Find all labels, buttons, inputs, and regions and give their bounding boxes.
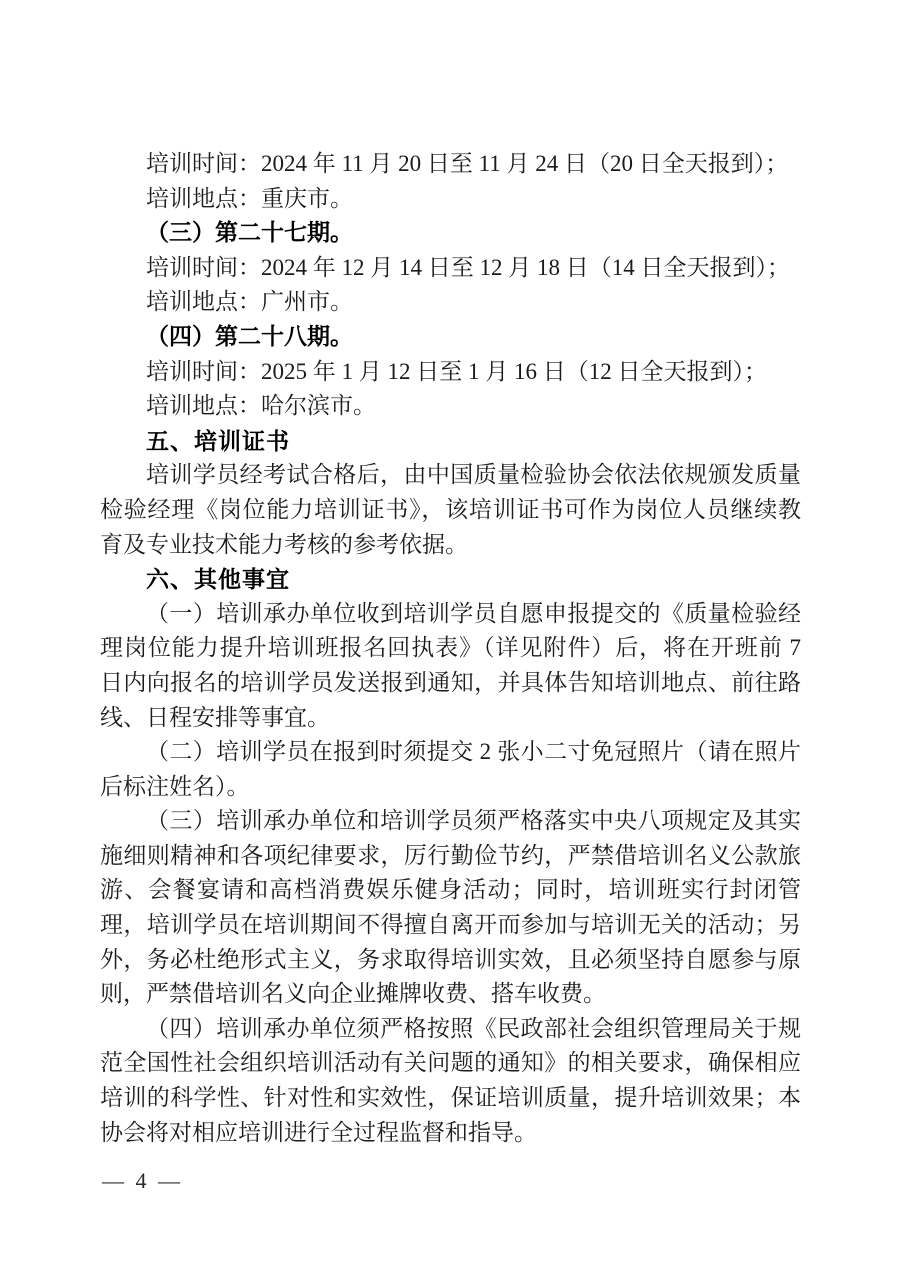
page-number: — 4 — bbox=[102, 1168, 183, 1193]
paragraph: （二）培训学员在报到时须提交 2 张小二寸免冠照片（请在照片后标注姓名）。 bbox=[100, 739, 801, 799]
paragraph: 培训地点：重庆市。 bbox=[146, 185, 353, 211]
paragraph: （四）培训承办单位须严格按照《民政部社会组织管理局关于规范全国性社会组织培训活动有关问题的通知》的相关要求，确保相应培训的科学性、针对性和实效性，保证培训质量，提升培训效果；本协会将对相应培训进行全过程监督和指导。 bbox=[100, 1015, 801, 1145]
paragraph: 培训时间：2025 年 1 月 12 日至 1 月 16 日（12 日全天报到）； bbox=[146, 358, 767, 384]
section-heading: （四）第二十八期。 bbox=[146, 323, 353, 349]
section-heading: 六、其他事宜 bbox=[146, 566, 290, 593]
paragraph: （一）培训承办单位收到培训学员自愿申报提交的《质量检验经理岗位能力提升培训班报名回执表》（详见附件）后，将在开班前 7 日内向报名的培训学员发送报到通知，并具体告知培训地点、前往路线、日程安排等事宜。 bbox=[100, 600, 801, 730]
section-heading: 五、培训证书 bbox=[146, 427, 290, 454]
paragraph: 培训地点：广州市。 bbox=[146, 289, 353, 315]
paragraph: 培训时间：2024 年 11 月 20 日至 11 月 24 日（20 日全天报到）； bbox=[146, 151, 789, 176]
section-heading: （三）第二十七期。 bbox=[146, 220, 353, 246]
paragraph: 培训地点：哈尔滨市。 bbox=[146, 393, 376, 419]
document-body bbox=[100, 147, 801, 1150]
paragraph: 培训时间：2024 年 12 月 14 日至 12 月 18 日（14 日全天报到）； bbox=[146, 254, 790, 280]
paragraph: （三）培训承办单位和培训学员须严格落实中央八项规定及其实施细则精神和各项纪律要求，厉行勤俭节约，严禁借培训名义公款旅游、会餐宴请和高档消费娱乐健身活动；同时，培训班实行封闭管理，培训学员在培训期间不得擅自离开而参加与培训无关的活动；另外，务必杜绝形式主义，务求取得培训实效，且必须坚持自愿参与原则，严禁借培训名义向企业摊牌收费、搭车收费。 bbox=[100, 808, 801, 1007]
paragraph: 培训学员经考试合格后，由中国质量检验协会依法依规颁发质量检验经理《岗位能力培训证书》，该培训证书可作为岗位人员继续教育及专业技术能力考核的参考依据。 bbox=[100, 462, 801, 557]
